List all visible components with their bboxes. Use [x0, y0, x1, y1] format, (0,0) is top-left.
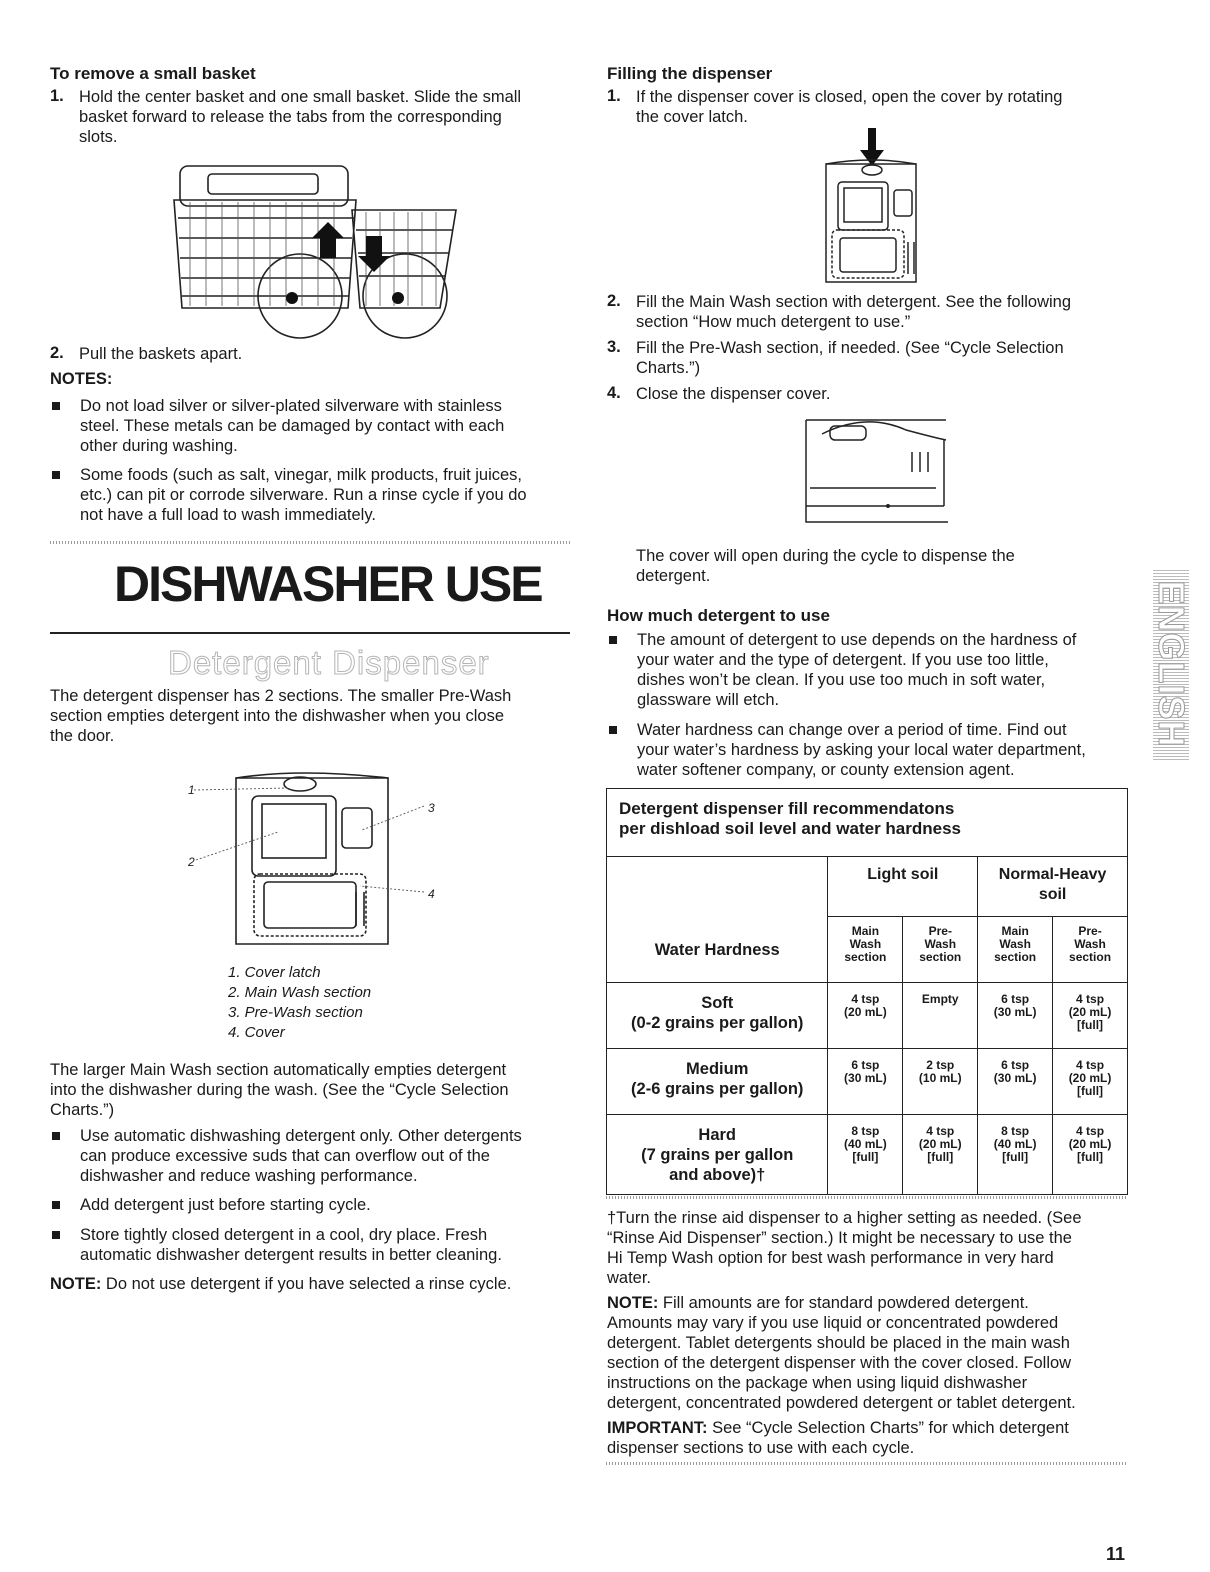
how-much-bullet-1: The amount of detergent to use depends on the hardness of your water and the type of detergent. If you use too little, dishes won’t be clean. If you use too much in soft water, glassware will etch.: [607, 630, 1132, 712]
how-much-heading: How much detergent to use: [607, 606, 830, 625]
table-cell: 4 tsp (20 mL) [full]: [903, 1115, 978, 1195]
note-label: NOTE:: [607, 1294, 659, 1312]
table-cell: 4 tsp (20 mL): [828, 983, 903, 1049]
bullet-icon: [52, 1132, 60, 1140]
filling-heading: Filling the dispenser: [607, 64, 773, 83]
subheader-main-wash: Main Wash section: [828, 917, 903, 983]
table-cell: 6 tsp (30 mL): [828, 1049, 903, 1115]
step-number: 2.: [50, 344, 64, 362]
dispenser-intro: The detergent dispenser has 2 sections. The smaller Pre-Wash section empties detergent into the dishwasher when you close the door.: [50, 687, 512, 745]
callout-3: 3: [428, 801, 435, 815]
bullet-icon: [52, 471, 60, 479]
section-title: DISHWASHER USE: [114, 556, 542, 612]
group-light-soil: Light soil: [828, 857, 978, 917]
step-text: If the dispenser cover is closed, open the cover by rotating the cover latch.: [636, 88, 1063, 126]
table-cell: 8 tsp (40 mL) [full]: [828, 1115, 903, 1195]
basket-illustration: [170, 158, 460, 340]
remove-basket-heading: To remove a small basket: [50, 64, 256, 83]
note-item-2: Some foods (such as salt, vinegar, milk products, fruit juices, etc.) can pit or corrode silverware. Run a rinse cycle if you do not have a full load to wash immediately.: [50, 465, 580, 527]
important-note: IMPORTANT: See “Cycle Selection Charts” for which detergent dispenser sections to use with each cycle.: [607, 1419, 1069, 1457]
dispenser-diagram: [180, 768, 450, 950]
main-wash-paragraph: The larger Main Wash section automatically empties detergent into the dishwasher during the wash. (See the “Cycle Selection Charts.”): [50, 1061, 509, 1119]
table-cell: Empty: [903, 983, 978, 1049]
step-number: 1.: [50, 87, 64, 105]
note-text: Do not use detergent if you have selected a rinse cycle.: [101, 1275, 512, 1293]
note-label: NOTE:: [50, 1275, 102, 1293]
fill-step-4: [607, 384, 1127, 406]
language-tab: ENGLISH: [1153, 568, 1189, 760]
table-footnote: †Turn the rinse aid dispenser to a higher setting as needed. (See “Rinse Aid Dispenser” section.) It might be necessary to use the Hi Temp Wash option for best wash performance in very hard water.: [607, 1209, 1082, 1287]
detergent-fill-table: [606, 788, 1128, 1195]
row-label-hard: Hard (7 grains per gallon and above)†: [607, 1115, 828, 1195]
step-number: 4.: [607, 384, 621, 402]
detergent-bullet-3: Store tightly closed detergent in a cool, dry place. Fresh automatic dishwasher detergent results in better cleaning.: [50, 1225, 580, 1267]
detergent-bullet-1: Use automatic dishwashing detergent only. Other detergents can produce excessive suds that can overflow out of the dishwasher and reduce washing performance.: [50, 1126, 580, 1188]
bullet-icon: [52, 1201, 60, 1209]
fill-step-3: [607, 338, 1127, 380]
table-row: [607, 983, 1128, 1049]
step-number: 3.: [607, 338, 621, 356]
step-number: 2.: [607, 292, 621, 310]
section-rule: [50, 632, 570, 634]
subheader-pre-wash: Pre- Wash section: [1053, 917, 1128, 983]
dotted-divider: [50, 541, 570, 544]
row-header-water-hardness: Water Hardness: [607, 857, 828, 983]
table-row: [607, 1049, 1128, 1115]
cover-open-note: The cover will open during the cycle to dispense the detergent.: [636, 547, 1015, 585]
group-normal-heavy-soil: Normal-Heavy soil: [978, 857, 1128, 917]
step-text: Hold the center basket and one small basket. Slide the small basket forward to release the tabs from the corresponding slots.: [79, 88, 522, 146]
step-text: Fill the Pre-Wash section, if needed. (See “Cycle Selection Charts.”): [636, 339, 1064, 377]
dispenser-legend: 1. Cover latch 2. Main Wash section 3. Pre-Wash section 4. Cover: [228, 964, 372, 1041]
subsection-title: Detergent Dispenser: [168, 644, 490, 681]
open-dispenser-illustration: [816, 128, 932, 286]
table-cell: 6 tsp (30 mL): [978, 983, 1053, 1049]
powder-note: NOTE: Fill amounts are for standard powdered detergent. Amounts may vary if you use liquid or concentrated powdered detergent. Tablet detergents should be placed in the main wash section of the detergent dispenser with the cover closed. Follow instructions on the package when using liquid dishwasher detergent, concentrated powdered detergent or tablet detergent.: [607, 1294, 1076, 1412]
table-title: Detergent dispenser fill recommendatons per dishload soil level and water hardness: [607, 789, 1128, 857]
note-item-1: Do not load silver or silver-plated silverware with stainless steel. These metals can be damaged by contact with each other during washing.: [50, 396, 580, 458]
bottom-dotted-divider: [606, 1462, 1128, 1465]
important-label: IMPORTANT:: [607, 1419, 708, 1437]
bullet-icon: [609, 636, 617, 644]
detergent-bullet-2: Add detergent just before starting cycle.: [50, 1195, 580, 1217]
how-much-bullet-2: Water hardness can change over a period of time. Find out your water’s hardness by asking your local water department, water softener company, or county extension agent.: [607, 720, 1132, 782]
table-cell: 2 tsp (10 mL): [903, 1049, 978, 1115]
step-text: Fill the Main Wash section with detergent. See the following section “How much detergent to use.”: [636, 293, 1072, 331]
bullet-icon: [609, 726, 617, 734]
table-row: [607, 1115, 1128, 1195]
bullet-icon: [52, 402, 60, 410]
table-bottom-dots: [606, 1196, 1128, 1199]
subheader-main-wash: Main Wash section: [978, 917, 1053, 983]
fill-step-1: [607, 87, 1127, 129]
callout-1: 1: [188, 783, 195, 797]
notes-label: NOTES:: [50, 370, 113, 388]
bullet-icon: [52, 1231, 60, 1239]
table-cell: 4 tsp (20 mL) [full]: [1053, 1115, 1128, 1195]
table-cell: 8 tsp (40 mL) [full]: [978, 1115, 1053, 1195]
table-cell: 4 tsp (20 mL) [full]: [1053, 1049, 1128, 1115]
remove-step-1: [50, 87, 570, 149]
subheader-pre-wash: Pre- Wash section: [903, 917, 978, 983]
closed-dispenser-illustration: [796, 414, 956, 526]
step-text: Close the dispenser cover.: [636, 385, 831, 403]
step-text: Pull the baskets apart.: [79, 345, 243, 363]
callout-4: 4: [428, 887, 435, 901]
rinse-cycle-note: [50, 1274, 580, 1294]
row-label-soft: Soft (0-2 grains per gallon): [607, 983, 828, 1049]
step-number: 1.: [607, 87, 621, 105]
page-number: 11: [1106, 1544, 1126, 1564]
row-label-medium: Medium (2-6 grains per gallon): [607, 1049, 828, 1115]
fill-step-2: [607, 292, 1127, 334]
table-cell: 4 tsp (20 mL) [full]: [1053, 983, 1128, 1049]
callout-2: 2: [188, 855, 195, 869]
table-cell: 6 tsp (30 mL): [978, 1049, 1053, 1115]
